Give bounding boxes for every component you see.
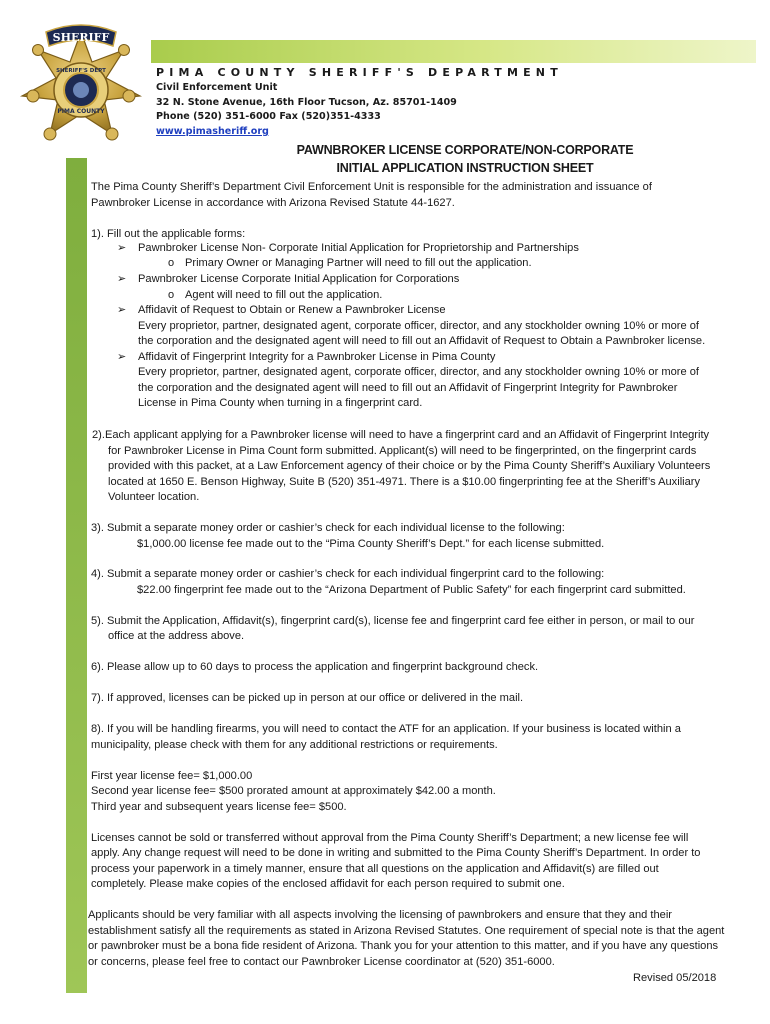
form-item: Affidavit of Fingerprint Integrity for a Pawnbroker License in Pima County [138, 351, 496, 363]
circle-bullet-icon: o [168, 289, 175, 301]
transfer-line: Licenses cannot be sold or transferred without approval from the Pima County Sheriff’s Department; a new license fee will [91, 832, 689, 844]
form-item: Affidavit of Request to Obtain or Renew a Pawnbroker License [138, 304, 446, 316]
phone-fax: Phone (520) 351-6000 Fax (520)351-4333 [156, 111, 381, 122]
title-line-2: INITIAL APPLICATION INSTRUCTION SHEET [336, 161, 594, 175]
form-item-note: the corporation and the designated agent will need to fill out an Affidavit of Fingerprint Integrity for Pawnbroker [138, 382, 678, 394]
step-5-line: 5). Submit the Application, Affidavit(s), fingerprint card(s), license fee and fingerprint card fee either in person, or mail to our [91, 615, 695, 627]
letterhead [156, 66, 716, 139]
badge-ring-bottom: PIMA COUNTY [57, 108, 105, 115]
unit-name: Civil Enforcement Unit [156, 82, 278, 93]
form-item: Pawnbroker License Corporate Initial Application for Corporations [138, 273, 460, 285]
step-4-line: 4). Submit a separate money order or cashier’s check for each individual fingerprint card to the following: [91, 568, 605, 580]
department-name: PIMA COUNTY SHERIFF'S DEPARTMENT [156, 66, 563, 79]
step-8-line: municipality, please check with them for any additional restrictions or requirements. [91, 739, 498, 751]
intro-line: Pawnbroker License in accordance with Arizona Revised Statute 44-1627. [91, 196, 455, 209]
closing-line: or pawnbroker must be a bona fide resident of Arizona. Thank you for your attention to this matter, and if you have any questions [88, 940, 719, 952]
fee-third-year: Third year and subsequent years license fee= $500. [91, 801, 347, 813]
circle-bullet-icon: o [168, 257, 175, 269]
intro-line: The Pima County Sheriff’s Department Civil Enforcement Unit is responsible for the administration and issuance of [91, 181, 652, 193]
transfer-line: completely. Please make copies of the enclosed affidavit for each person required to submit one. [91, 878, 565, 890]
form-item: Pawnbroker License Non- Corporate Initial Application for Proprietorship and Partnerships [138, 242, 579, 254]
arrow-bullet-icon: ➢ [117, 351, 127, 363]
form-item-note: Every proprietor, partner, designated agent, corporate officer, director, and any stockholder owning 10% or more of [138, 320, 699, 332]
step-8-line: 8). If you will be handling firearms, you will need to contact the ATF for an application. If your business is located within a [91, 723, 681, 735]
title-line-1: PAWNBROKER LICENSE CORPORATE/NON-CORPORATE [296, 143, 634, 157]
header-green-bar [151, 40, 756, 63]
closing-line: establishment satisfy all the requirements as stated in Arizona Revised Statutes. One requirement of special note is that the agent [88, 925, 725, 937]
form-item-note: Every proprietor, partner, designated agent, corporate officer, director, and any stockholder owning 10% or more of [138, 366, 699, 378]
form-item-note: License in Pima County when turning in a fingerprint card. [138, 397, 423, 409]
arrow-bullet-icon: ➢ [117, 304, 127, 316]
arrow-bullet-icon: ➢ [117, 273, 127, 285]
form-item-note: the corporation and the designated agent will need to fill out an Affidavit of Request to Obtain a Pawnbroker license. [138, 335, 706, 347]
transfer-line: apply. Any change request will need to be done in writing and submitted to the Pima County Sheriff’s Department. In order to [91, 847, 701, 859]
step-6-line: 6). Please allow up to 60 days to process the application and fingerprint background check. [91, 661, 539, 673]
step-3-fee: $1,000.00 license fee made out to the “Pima County Sheriff’s Dept.” for each license submitted. [137, 538, 605, 550]
badge-icon [16, 10, 146, 160]
step-7-line: 7). If approved, licenses can be picked up in person at our office or delivered in the mail. [91, 692, 524, 704]
arrow-bullet-icon: ➢ [117, 242, 127, 254]
closing-line: or concerns, please feel free to contact our Pawnbroker License coordinator at (520) 351-6000. [88, 956, 555, 968]
fee-second-year: Second year license fee= $500 prorated amount at approximately $42.00 a month. [91, 785, 496, 797]
step-1-heading: 1). Fill out the applicable forms: [91, 228, 246, 240]
revised-date: Revised 05/2018 [633, 972, 717, 984]
step-2-line: 2).Each applicant applying for a Pawnbroker license will need to have a fingerprint card and an Affidavit of Fingerprint Integrity [92, 429, 710, 441]
website-link[interactable]: www.pimasheriff.org [156, 125, 269, 137]
step-5-line: office at the address above. [108, 630, 245, 642]
address: 32 N. Stone Avenue, 16th Floor Tucson, Az. 85701-1409 [156, 96, 457, 108]
sheriff-badge-logo [16, 10, 146, 160]
badge-top-text: SHERIFF [52, 31, 110, 44]
form-item-note: Agent will need to fill out the application. [185, 289, 383, 301]
intro-paragraph [91, 180, 713, 211]
step-2-line: Volunteer location. [108, 491, 200, 503]
step-4-fee: $22.00 fingerprint fee made out to the “Arizona Department of Public Safety” for each fingerprint card submitted. [137, 584, 686, 596]
step-3-line: 3). Submit a separate money order or cashier’s check for each individual license to the following: [91, 522, 565, 534]
badge-ring-top: SHERIFF'S DEPT [56, 68, 106, 74]
transfer-line: process your paperwork in a timely manner, ensure that all questions on the application and Affidavit(s) are filled out [91, 863, 659, 875]
step-2-line: provided with this packet, at a Law Enforcement agency of their choice or by the Pima County Sheriff’s Auxiliary Volunteers [108, 460, 711, 472]
form-item-note: Primary Owner or Managing Partner will need to fill out the application. [185, 257, 532, 269]
left-green-bar [66, 158, 87, 993]
fee-first-year: First year license fee= $1,000.00 [91, 770, 253, 782]
step-2-line: for Pawnbroker License in Pima Count form submitted. Applicant(s) will need to be fingerprinted, on the fingerprint cards [108, 445, 697, 457]
step-2-line: located at 1650 E. Benson Highway, Suite B (520) 351-4971. There is a $10.00 fingerprinting fee at the Sheriff’s Auxiliary [108, 476, 701, 488]
closing-line: Applicants should be very familiar with all aspects involving the licensing of pawnbrokers and ensure that they and their [88, 909, 672, 921]
